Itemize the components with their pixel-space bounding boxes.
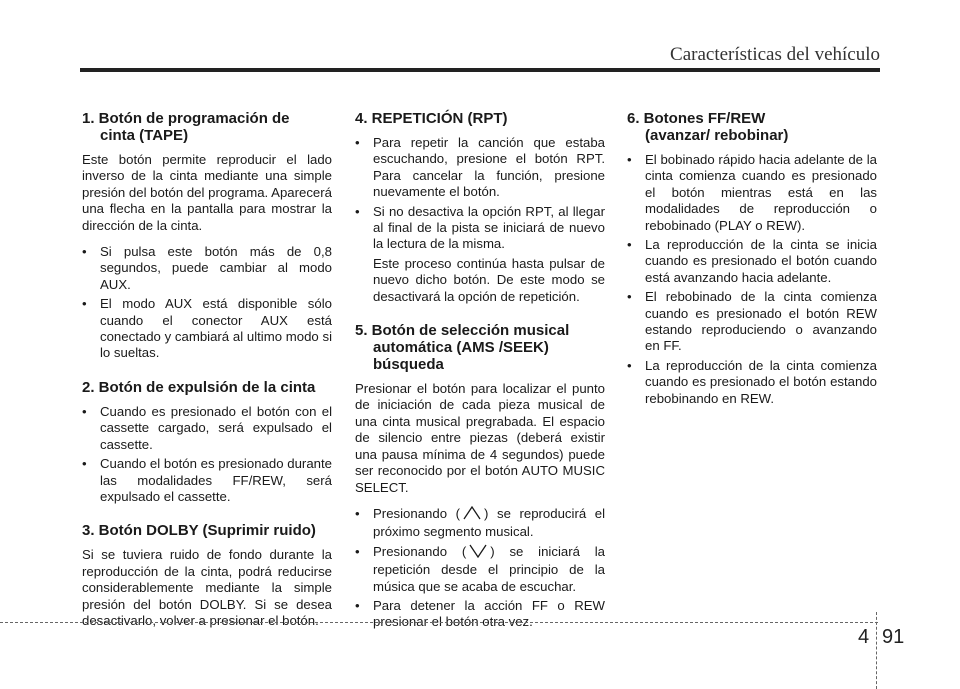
list-item: • Para repetir la canción que estaba escuchando, presione el botón RPT. Para cancelar la función, presione nuevamente el botón. <box>355 135 605 201</box>
footer-divider <box>876 612 877 689</box>
section-5-title: 5. Botón de selección musical automática (AMS /SEEK) búsqueda <box>355 322 570 374</box>
section-4-bullets <box>355 135 605 305</box>
section-5-bullets <box>355 506 605 631</box>
list-item: • Cuando es presionado el botón con el cassette cargado, será expulsado el cassette. <box>82 404 332 453</box>
section-1-bullets <box>82 244 332 362</box>
footer-rule <box>0 622 878 623</box>
chapter-header-title: Características del vehículo <box>670 44 880 65</box>
header-rule <box>80 68 880 72</box>
section-4-title: 4. REPETICIÓN (RPT) <box>355 110 508 127</box>
section-6-bullets <box>627 152 877 407</box>
list-item: • Cuando el botón es presionado durante las modalidades FF/REW, será expulsado el cassette. <box>82 456 332 505</box>
list-item: • Presionando ( ) se iniciará la repetición desde el principio de la música que se acaba de escuchar. <box>355 544 605 595</box>
list-item: • Para detener la acción FF o REW presionar el botón otra vez. <box>355 598 605 631</box>
section-3-paragraph: Si se tuviera ruido de fondo durante la reproducción de la cinta, podrá reducirse considerablemente mediante la simple presión del botón DOLBY. Si se desea desactivarlo, volver a presionar el botón. <box>82 547 332 628</box>
section-3-title: 3. Botón DOLBY (Suprimir ruido) <box>82 522 316 540</box>
list-item: • El modo AUX está disponible sólo cuando el conector AUX está conectado y cambiará al ultimo modo si lo sueltas. <box>82 296 332 362</box>
column-1 <box>82 110 332 629</box>
list-item: • Si pulsa este botón más de 0,8 segundos, puede cambiar al modo AUX. <box>82 244 332 293</box>
chapter-number: 4 <box>858 626 870 648</box>
column-3 <box>627 110 877 410</box>
section-5-paragraph: Presionar el botón para localizar el punto de iniciación de cada pieza musical de una cinta musical pregrabada. El espacio de silencio entre piezas (deberá existir una pausa mínima de 4 segundos) puede ser reconocido por el botón AUTO MUSIC SELECT. <box>355 381 605 495</box>
section-1-title: 1. Botón de programación de cinta (TAPE) <box>82 110 290 144</box>
section-1-paragraph: Este botón permite reproducir el lado inverso de la cinta mediante una simple presión del botón del programa. Aparecerá una flecha en la pantalla para mostrar la dirección de la cinta. <box>82 152 332 233</box>
section-2-bullets <box>82 404 332 505</box>
list-item: • El rebobinado de la cinta comienza cuando es presionado el botón REW estando reproduciendo o avanzando en FF. <box>627 289 877 355</box>
list-item: • Si no desactiva la opción RPT, al llegar al final de la pista se iniciará de nuevo la lectura de la misma. <box>355 204 605 253</box>
up-arrow-icon <box>462 506 482 524</box>
section-6-title: 6. Botones FF/REW (avanzar/ rebobinar) <box>627 110 789 144</box>
column-2 <box>355 110 605 634</box>
section-2-title: 2. Botón de expulsión de la cinta <box>82 378 316 396</box>
list-item: • El bobinado rápido hacia adelante de la cinta comienza cuando es presionado el botón mientras está en las modalidades de reproducción o rebobinado (PLAY o REW). <box>627 152 877 234</box>
list-item: • La reproducción de la cinta comienza cuando es presionado el botón estando rebobinando en REW. <box>627 358 877 407</box>
list-note: Este proceso continúa hasta pulsar de nuevo dicho botón. De este modo se desactivará la opción de repetición. <box>373 255 605 304</box>
list-item: • Presionando ( ) se reproducirá el próximo segmento musical. <box>355 506 605 541</box>
page-number: 91 <box>882 626 905 648</box>
list-item: • La reproducción de la cinta se inicia cuando es presionado el botón cuando está avanzando hacia adelante. <box>627 237 877 286</box>
down-arrow-icon <box>468 544 488 562</box>
